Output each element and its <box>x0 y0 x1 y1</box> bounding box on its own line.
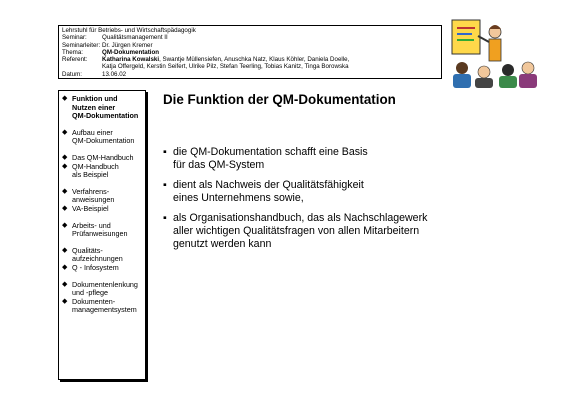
diamond-bullet-icon: ◆ <box>62 246 68 254</box>
sidebar-item-qualitaetsaufzeichnungen[interactable]: ◆ Qualitäts- aufzeichnungen <box>62 245 123 264</box>
sidebar-item-aufbau[interactable]: ◆ Aufbau einer QM-Dokumentation <box>62 127 135 146</box>
list-item: ▪ die QM-Dokumentation schafft eine Basis für das QM-System <box>163 146 368 171</box>
diamond-bullet-icon: ◆ <box>62 187 68 195</box>
sidebar-item-dokumentenmanagement[interactable]: ◆ Dokumenten- managementsystem <box>62 296 137 315</box>
diamond-bullet-icon: ◆ <box>62 263 68 271</box>
seminarleiter-row: Seminarleiter: Dr. Jürgen Kremer <box>62 41 153 49</box>
list-item: ▪ als Organisationshandbuch, das als Nachschlagewerk aller wichtigen Qualitätsfragen von allen Mitarbeitern genutzt werden kann <box>163 212 428 250</box>
referent-row: Referent: Katharina Kowalski, Swantje Müllensiefen, Anuschka Natz, Klaus Köhler, Daniela Doelle, <box>62 56 350 64</box>
page-title: Die Funktion der QM-Dokumentation <box>163 92 396 107</box>
diamond-bullet-icon: ◆ <box>62 204 68 212</box>
sidebar-item-qm-handbuch[interactable]: ◆ Das QM-Handbuch <box>62 152 134 162</box>
sidebar-item-va-beispiel[interactable]: ◆ VA-Beispiel <box>62 203 109 213</box>
square-bullet-icon: ▪ <box>163 179 167 192</box>
content-bullet-list <box>163 146 543 258</box>
header-info-box <box>58 25 442 79</box>
sidebar-nav <box>58 90 146 380</box>
list-item: ▪ dient als Nachweis der Qualitätsfähigkeit eines Unternehmens sowie, <box>163 179 364 204</box>
sidebar-item-verfahrensanweisungen[interactable]: ◆ Verfahrens- anweisungen <box>62 186 115 205</box>
sidebar-item-funktion[interactable]: ◆ Funktion und Nutzen einer QM-Dokumentation <box>62 94 139 121</box>
referent-row-2: Katja Offergeld, Kerstin Seifert, Ulrike Pilz, Stefan Teerling, Tobias Kanitz, Tinga Borowska <box>102 63 349 71</box>
square-bullet-icon: ▪ <box>163 146 167 158</box>
seminar-row: Seminar: Qualitätsmanagement II <box>62 34 168 42</box>
diamond-bullet-icon: ◆ <box>62 297 68 305</box>
diamond-bullet-icon: ◆ <box>62 162 68 170</box>
sidebar-item-q-infosystem[interactable]: ◆ Q - Infosystem <box>62 262 119 272</box>
thema-row: Thema: QM-Dokumentation <box>62 48 160 56</box>
sidebar-item-arbeitsanweisungen[interactable]: ◆ Arbeits- und Prüfanweisungen <box>62 220 128 239</box>
square-bullet-icon: ▪ <box>163 212 167 225</box>
diamond-bullet-icon: ◆ <box>62 95 68 102</box>
diamond-bullet-icon: ◆ <box>62 128 68 136</box>
diamond-bullet-icon: ◆ <box>62 280 68 288</box>
sidebar-item-handbuch-beispiel[interactable]: ◆ QM-Handbuch als Beispiel <box>62 161 119 180</box>
datum-row: Datum: 13.06.02 <box>62 70 127 78</box>
presentation-people-icon <box>448 18 538 88</box>
diamond-bullet-icon: ◆ <box>62 153 68 161</box>
diamond-bullet-icon: ◆ <box>62 221 68 229</box>
institution-line: Lehrstuhl für Betriebs- und Wirtschaftspädagogik <box>62 27 196 34</box>
sidebar-item-dokumentenlenkung[interactable]: ◆ Dokumentenlenkung und -pflege <box>62 279 138 298</box>
